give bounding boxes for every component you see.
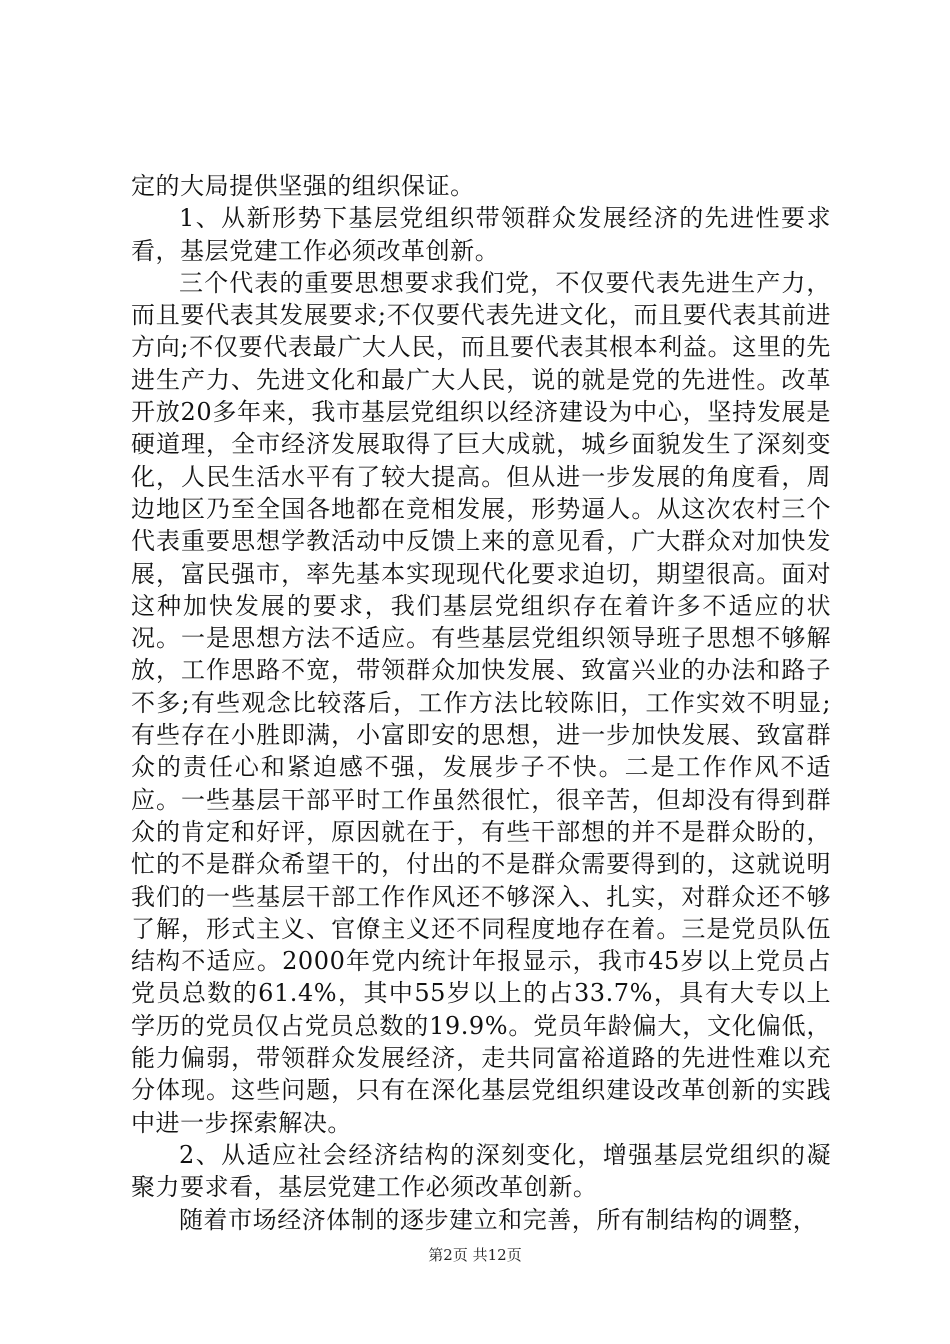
paragraph-4: 2、从适应社会经济结构的深刻变化，增强基层党组织的凝聚力要求看，基层党建工作必须改革创新。 [131,1140,831,1202]
document-body [131,170,831,1236]
paragraph-5: 随着市场经济体制的逐步建立和完善，所有制结构的调整， [179,1205,818,1234]
page-footer: 第2页 共12页 [428,1246,522,1264]
paragraph-3: 三个代表的重要思想要求我们党，不仅要代表先进生产力，而且要代表其发展要求;不仅要代表先进文化，而且要代表其前进方向;不仅要代表最广大人民，而且要代表其根本利益。这里的先进生产力、先进文化和最广大人民，说的就是党的先进性。改革开放20多年来，我市基层党组织以经济建设为中心，坚持发展是硬道理，全市经济发展取得了巨大成就，城乡面貌发生了深刻变化，人民生活水平有了较大提高。但从进一步发展的角度看，周边地区乃至全国各地都在竞相发展，形势逼人。从这次农村三个代表重要思想学教活动中反馈上来的意见看，广大群众对加快发展，富民强市，率先基本实现现代化要求迫切，期望很高。面对这种加快发展的要求，我们基层党组织存在着许多不适应的状况。一是思想方法不适应。有些基层党组织领导班子思想不够解放，工作思路不宽，带领群众加快发展、致富兴业的办法和路子不多;有些观念比较落后，工作方法比较陈旧，工作实效不明显;有些存在小胜即满，小富即安的思想，进一步加快发展、致富群众的责任心和紧迫感不强，发展步子不快。二是工作作风不适应。一些基层干部平时工作虽然很忙，很辛苦，但却没有得到群众的肯定和好评，原因就在于，有些干部想的并不是群众盼的，忙的不是群众希望干的，付出的不是群众需要得到的，这就说明我们的一些基层干部工作作风还不够深入、扎实，对群众还不够了解，形式主义、官僚主义还不同程度地存在着。三是党员队伍结构不适应。2000年党内统计年报显示，我市45岁以上党员占党员总数的61.4%，其中55岁以上的占33.7%，具有大专以上学历的党员仅占党员总数的19.9%。党员年龄偏大，文化偏低，能力偏弱，带领群众发展经济，走共同富裕道路的先进性难以充分体现。这些问题，只有在深化基层党组织建设改革创新的实践中进一步探索解决。 [131,268,831,1137]
paragraph-1: 定的大局提供坚强的组织保证。 [131,172,475,200]
paragraph-2: 1、从新形势下基层党组织带领群众发展经济的先进性要求看，基层党建工作必须改革创新。 [131,204,831,265]
